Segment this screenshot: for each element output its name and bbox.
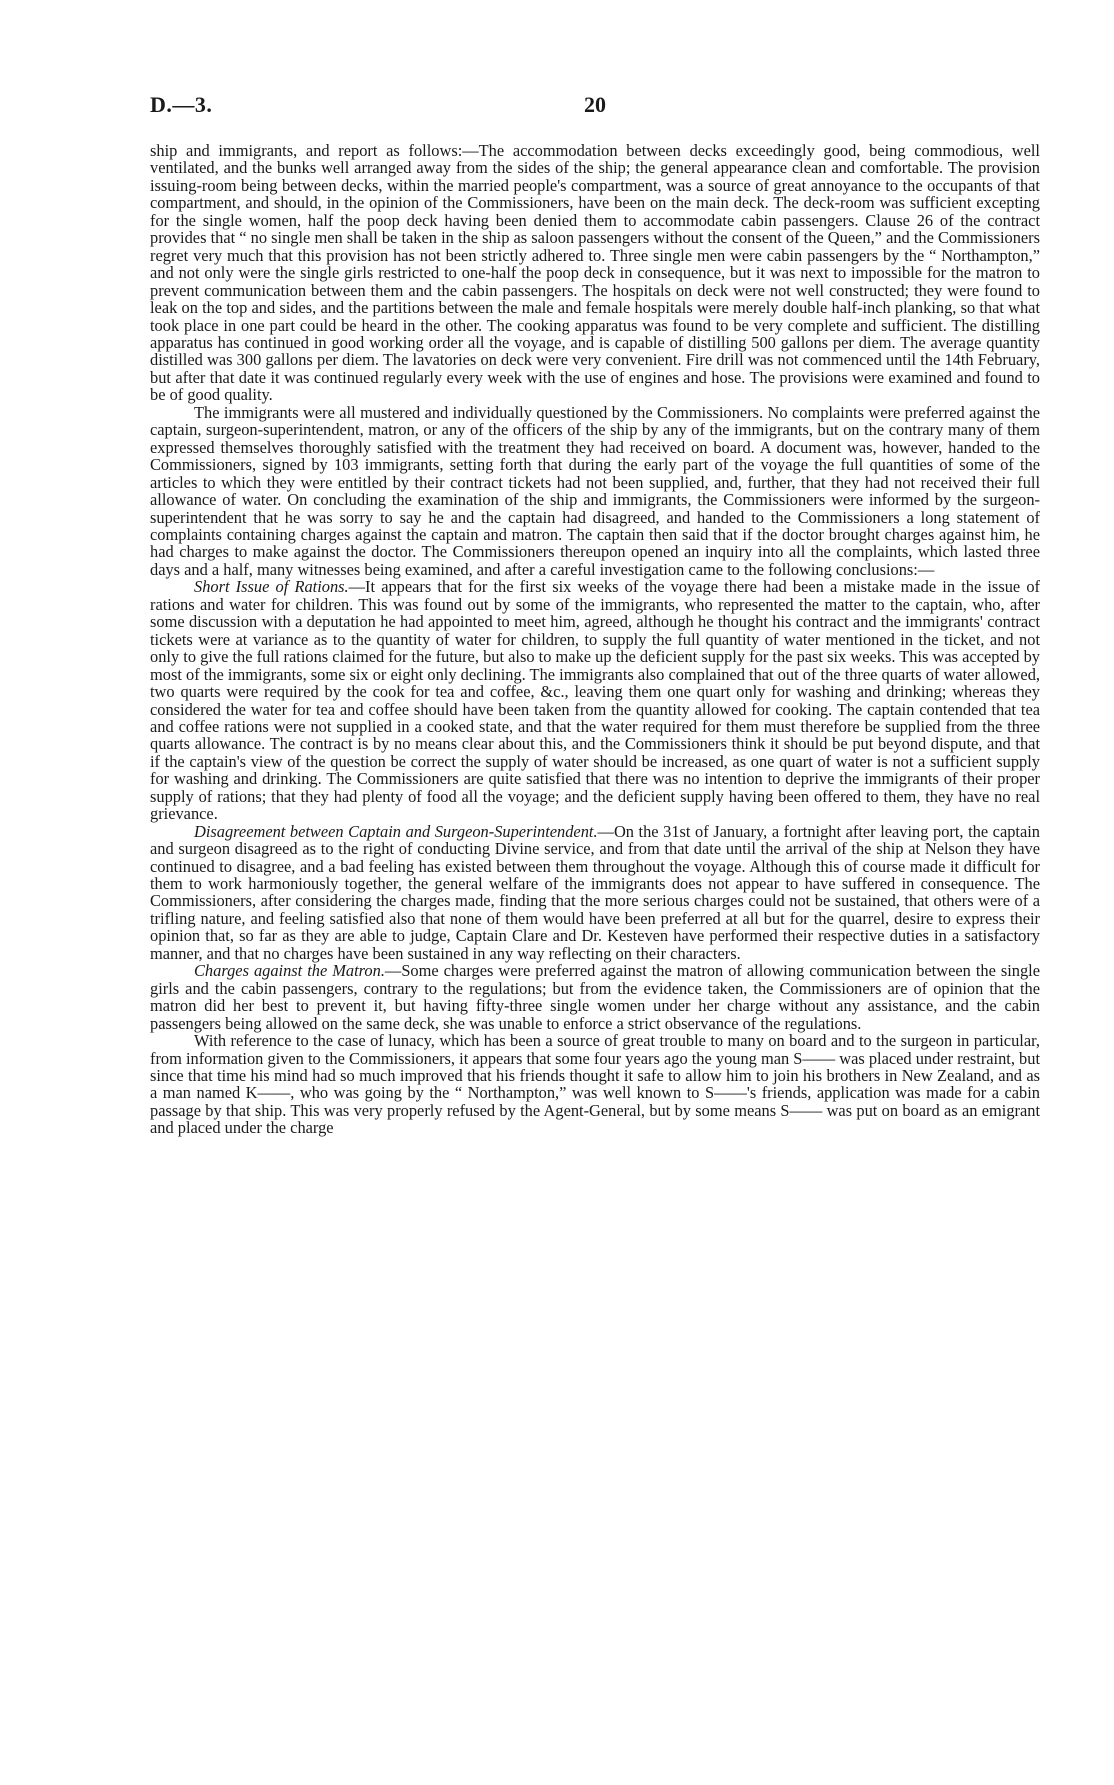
- paragraph-ship-accommodation: [150, 142, 1040, 404]
- body-text: [150, 142, 1040, 1137]
- paragraph-text: —It appears that for the first six weeks of the voyage there had been a mistake made in the issue of rations and water for children. This was found out by some of the immigrants, who represented the matter to the captain, who, after some discussion with a deputation he had appointed to meet him, agreed, although he thought his contract and the immigrants' contract tickets were at variance as to the quantity of water for children, to supply the full quantity of water mentioned in the ticket, and not only to give the full rations claimed for the future, but also to make up the deficient supply for the past six weeks. This was accepted by most of the immigrants, some six or eight only declining. The immigrants also complained that out of the three quarts of water allowed, two quarts were required by the cook for tea and coffee, &c., leaving them one quart only for washing and drinking; whereas they considered the water for tea and coffee should have been taken from the quantity allowed for cooking. The captain contended that tea and coffee rations were not supplied in a cooked state, and that the water required for them must therefore be supplied from the three quarts allowance. The contract is by no means clear about this, and the Commissioners think it should be put beyond dispute, and that if the captain's view of the question be correct the supply of water should be increased, as one quart of water is not a sufficient supply for washing and drinking. The Commissioners are quite satisfied that there was no intention to deprive the immigrants of their proper supply of rations; that they had plenty of food all the voyage; and the deficient supply having been offered to them, they have no real grievance.: [150, 577, 1040, 824]
- paragraph-lunacy-case: [150, 1032, 1040, 1137]
- paragraph-immigrants-mustered: [150, 404, 1040, 579]
- paragraph-charges-against-matron: [150, 962, 1040, 1032]
- paragraph-text: —Some charges were preferred against the matron of allowing communication between the single girls and the cabin passengers, contrary to the regulations; but from the evidence taken, the Commissioners are of opinion that the matron did her best to prevent it, but having fifty-three single women under her charge without any assistance, and the cabin passengers being allowed on the same deck, she was unable to enforce a strict observance of the regulations.: [150, 961, 1041, 1033]
- paragraph-short-issue-of-rations: [150, 578, 1040, 822]
- section-heading: Disagreement between Captain and Surgeon-Superintendent.: [194, 821, 598, 841]
- paragraph-text: The immigrants were all mustered and individually questioned by the Commissioners. No complaints were preferred against the captain, surgeon-superintendent, matron, or any of the officers of the ship by any of the immigrants, but on the contrary many of them expressed themselves thoroughly satisfied with the treatment they had received on board. A document was, however, handed to the Commissioners, signed by 103 immigrants, setting forth that during the early part of the voyage the full quantities of some of the articles to which they were entitled by their contract tickets had not been supplied, and, further, that they had not received their full allowance of water. On concluding the examination of the ship and immigrants, the Commissioners were informed by the surgeon-superintendent that he was sorry to say he and the captain had disagreed, and handed to the Commissioners a long statement of complaints containing charges against the captain and matron. The captain then said that if the doctor brought charges against him, he had charges to make against the doctor. The Commissioners thereupon opened an inquiry into all the complaints, which lasted three days and a half, many witnesses being examined, and after a careful investigation came to the following conclusions:—: [150, 402, 1040, 579]
- paragraph-text: ship and immigrants, and report as follows:—The accommodation between decks exceedingly good, being commodious, well ventilated, and the bunks well arranged away from the sides of the ship; the general appearance clean and comfortable. The provision issuing-room being between decks, within the married people's compartment, was a source of great annoyance to the occupants of that compartment, and should, in the opinion of the Commissioners, have been on the main deck. The deck-room was sufficient excepting for the single women, half the poop deck having been denied them to accommodate cabin passengers. Clause 26 of the contract provides that “ no single men shall be taken in the ship as saloon passengers without the consent of the Queen,” and the Commissioners regret very much that this provision has not been strictly adhered to. Three single men were cabin passengers by the “ Northampton,” and not only were the single girls restricted to one-half the poop deck in consequence, but it was next to impossible for the matron to prevent communication between them and the cabin passengers. The hospitals on deck were not well constructed; they were found to leak on the top and sides, and the partitions between the male and female hospitals were merely double half-inch planking, so that what took place in one part could be heard in the other. The cooking apparatus was found to be very complete and sufficient. The distilling apparatus has continued in good working order all the voyage, and is capable of distilling 500 gallons per diem. The average quantity distilled was 300 gallons per diem. The lavatories on deck were very convenient. Fire drill was not commenced until the 14th February, but after that date it was continued regularly every week with the use of engines and hose. The provisions were examined and found to be of good quality.: [150, 141, 1040, 405]
- document-reference: D.—3.: [150, 92, 213, 117]
- page-header: [150, 92, 1040, 122]
- section-heading: Charges against the Matron.: [194, 961, 385, 981]
- paragraph-disagreement: [150, 823, 1040, 963]
- paragraph-text: —On the 31st of January, a fortnight after leaving port, the captain and surgeon disagreed as to the right of conducting Divine service, and from that date until the arrival of the ship at Nelson they have continued to disagree, and a bad feeling has existed between them throughout the voyage. Although this of course made it difficult for them to work harmoniously together, the general welfare of the immigrants does not appear to have suffered in consequence. The Commissioners, after considering the charges made, finding that the more serious charges could not be sustained, that others were of a trifling nature, and feeling satisfied also that none of them would have been preferred at all but for the quarrel, desire to express their opinion that, so far as they are able to judge, Captain Clare and Dr. Kesteven have performed their respective duties in a satisfactory manner, and that no charges have been sustained in any way reflecting on their characters.: [150, 821, 1040, 963]
- section-heading: Short Issue of Rations.: [194, 577, 349, 597]
- page-number: 20: [584, 92, 606, 117]
- paragraph-text: With reference to the case of lunacy, which has been a source of great trouble to many on board and to the surgeon in particular, from information given to the Commissioners, it appears that some four years ago the young man S—— was placed under restraint, but since that time his mind had so much improved that his friends thought it safe to allow him to join his brothers in New Zealand, and as a man named K——, who was going by the “ Northampton,” was well known to S——'s friends, application was made for a cabin passage by that ship. This was very properly refused by the Agent-General, but by some means S—— was put on board as an emigrant and placed under the charge: [150, 1031, 1040, 1138]
